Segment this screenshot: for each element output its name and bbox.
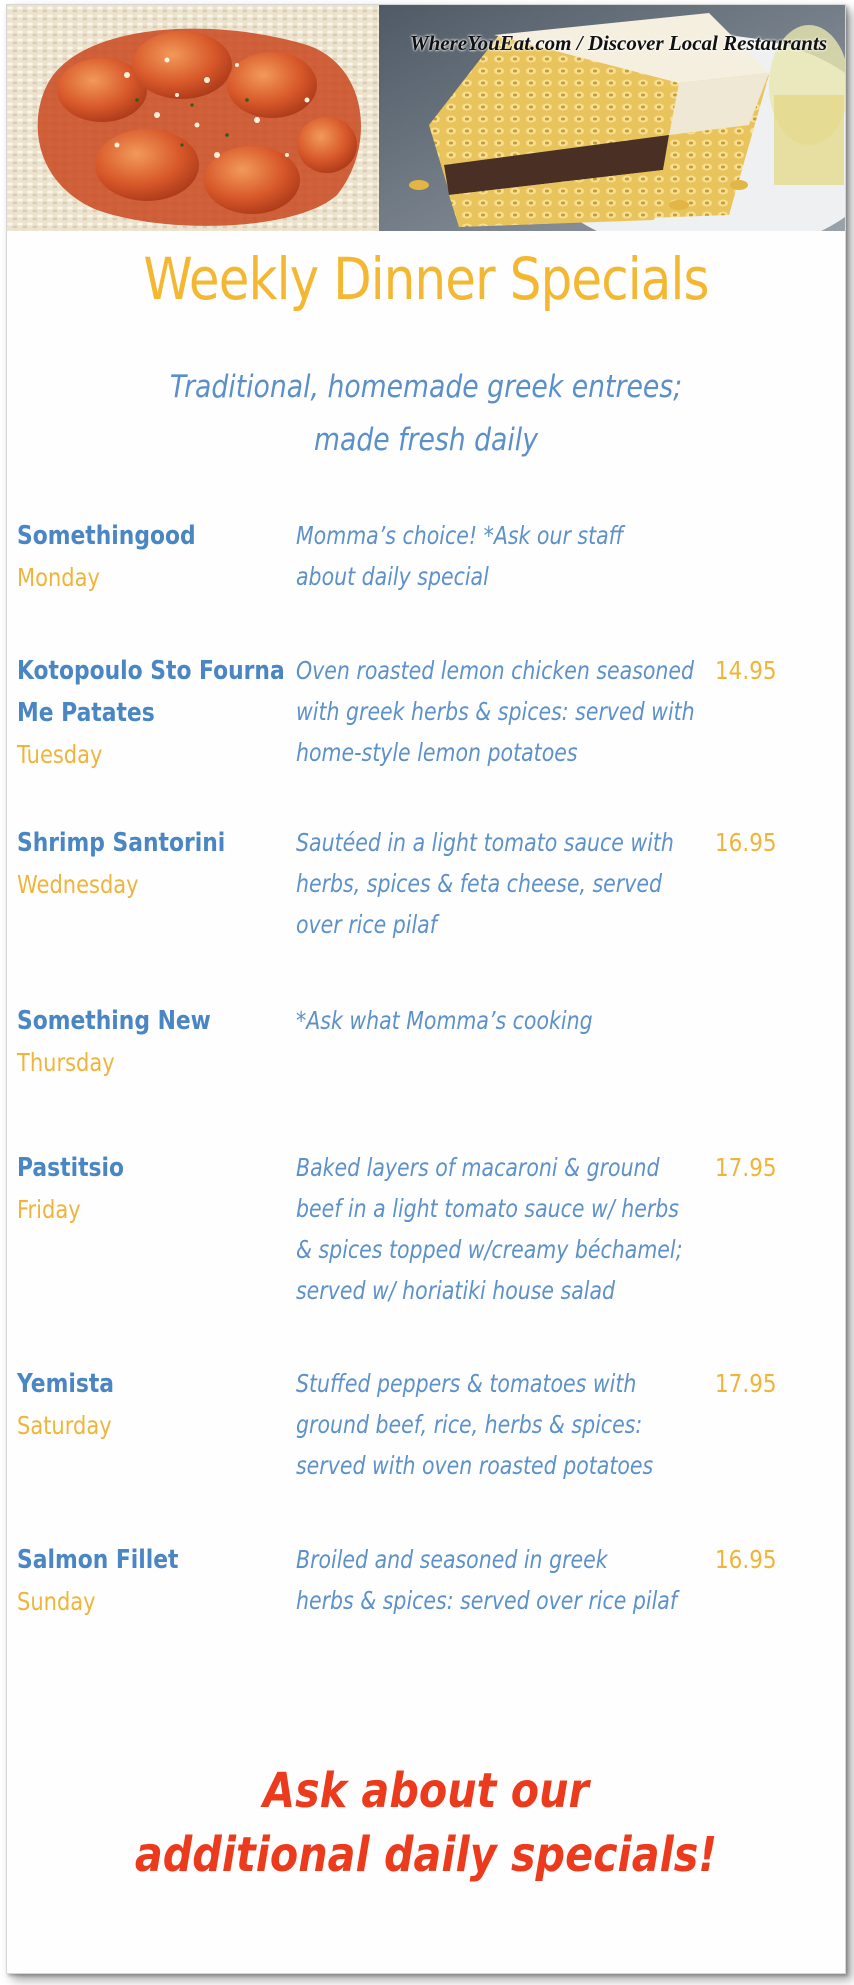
dish-name: Somethingood: [17, 521, 196, 551]
dish-name: Me Patates: [17, 698, 155, 728]
dish-info: [17, 1539, 307, 1623]
description-line: over rice pilaf: [296, 910, 437, 939]
shrimp-over-rice-pilaf-photo: [7, 5, 379, 231]
description-line: with greek herbs & spices: served with: [296, 697, 695, 726]
footer-callout-line-2: additional daily specials!: [134, 1827, 718, 1883]
description-line: Baked layers of macaroni & ground: [296, 1153, 660, 1182]
description-line: *Ask what Momma’s cooking: [296, 1006, 593, 1035]
dish-name: Something New: [17, 1006, 211, 1036]
dish-info: [17, 822, 307, 906]
description-line: ground beef, rice, herbs & spices:: [296, 1410, 643, 1439]
dish-day: Thursday: [17, 1048, 115, 1077]
dish-day: Tuesday: [17, 740, 103, 769]
dish-price: 17.95: [715, 1153, 777, 1182]
dish-day: Wednesday: [17, 870, 139, 899]
dish-description: [296, 515, 716, 597]
description-line: Momma’s choice! *Ask our staff: [296, 521, 624, 550]
dish-info: [17, 1147, 307, 1231]
dish-info: [17, 1000, 307, 1084]
dish-description: [296, 1147, 716, 1311]
description-line: beef in a light tomato sauce w/ herbs: [296, 1194, 679, 1223]
dish-day: Monday: [17, 563, 100, 592]
description-line: served w/ horiatiki house salad: [296, 1276, 616, 1305]
dish-name: Yemista: [17, 1369, 115, 1399]
description-line: herbs & spices: served over rice pilaf: [296, 1586, 678, 1615]
dish-info: [17, 1363, 307, 1447]
dish-price: 16.95: [715, 828, 777, 857]
description-line: about daily special: [296, 562, 489, 591]
photo-strip: [7, 5, 845, 231]
dish-day: Friday: [17, 1195, 81, 1224]
dish-price: 16.95: [715, 1545, 777, 1574]
dish-description: [296, 650, 716, 773]
page-title: Weekly Dinner Specials: [143, 245, 709, 313]
dish-name: Shrimp Santorini: [17, 828, 226, 858]
dish-info: [17, 650, 307, 776]
description-line: Broiled and seasoned in greek: [296, 1545, 608, 1574]
description-line: home-style lemon potatoes: [296, 738, 578, 767]
dish-price: 17.95: [715, 1369, 777, 1398]
footer-callout-line-1: Ask about our: [263, 1763, 589, 1819]
dish-name: Pastitsio: [17, 1153, 125, 1183]
dish-description: [296, 1363, 716, 1486]
description-line: served with oven roasted potatoes: [296, 1451, 654, 1480]
subtitle-line-1: Traditional, homemade greek entrees;: [169, 369, 683, 405]
menu-card: [6, 4, 846, 1974]
dish-day: Sunday: [17, 1587, 96, 1616]
description-line: Stuffed peppers & tomatoes with: [296, 1369, 637, 1398]
dish-name: Kotopoulo Sto Fourna: [17, 656, 285, 686]
site-watermark: WhereYouEat.com / Discover Local Restaurants: [409, 31, 827, 55]
dish-info: [17, 515, 307, 599]
dish-price: 14.95: [715, 656, 777, 685]
description-line: Oven roasted lemon chicken seasoned: [296, 656, 695, 685]
dish-description: [296, 1539, 716, 1621]
subtitle-line-2: made fresh daily: [314, 422, 538, 458]
dish-description: [296, 1000, 716, 1041]
dish-day: Saturday: [17, 1411, 112, 1440]
description-line: Sautéed in a light tomato sauce with: [296, 828, 674, 857]
description-line: herbs, spices & feta cheese, served: [296, 869, 662, 898]
description-line: & spices topped w/creamy béchamel;: [296, 1235, 683, 1264]
dish-name: Salmon Fillet: [17, 1545, 179, 1575]
dish-description: [296, 822, 716, 945]
